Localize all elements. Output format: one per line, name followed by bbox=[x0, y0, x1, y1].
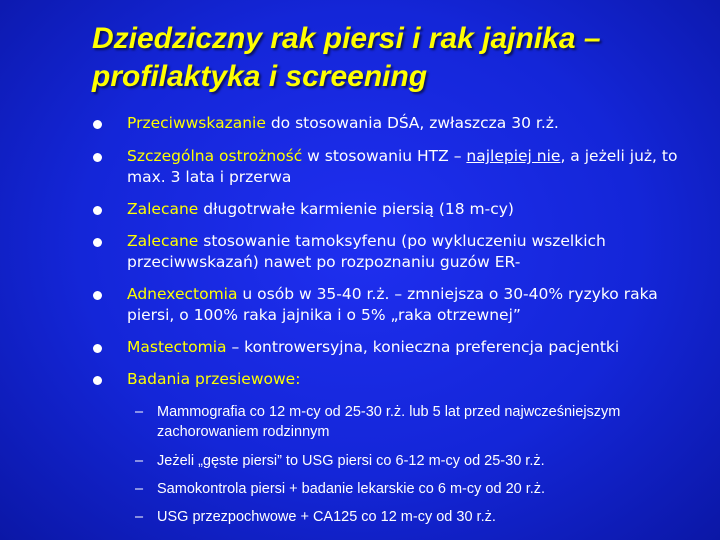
bullet-dot-icon bbox=[93, 238, 102, 247]
bullet-dot-icon bbox=[93, 376, 102, 385]
bullet-text: długotrwałe karmienie piersią (18 m-cy) bbox=[198, 200, 514, 218]
sub-item bbox=[135, 451, 677, 471]
bullet-highlight: Zalecane bbox=[127, 200, 199, 218]
bullet-dot-icon bbox=[93, 206, 102, 215]
bullet-dot-icon bbox=[93, 344, 102, 353]
sub-item-text: USG przezpochwowe + CA125 co 12 m-cy od 30 r.ż. bbox=[157, 509, 496, 525]
bullet-text: stosowanie tamoksyfenu (po wykluczeniu wszelkich przeciwwskazań) nawet po rozpoznaniu guzów ER- bbox=[127, 232, 606, 271]
bullet-text: – kontrowersyjna, konieczna preferencja pacjentki bbox=[226, 338, 620, 356]
bullet-underlined-text: najlepiej nie bbox=[466, 147, 561, 165]
bullet-highlight: Badania przesiewowe: bbox=[127, 370, 301, 388]
sub-item bbox=[135, 479, 677, 499]
bullet-highlight: Szczególna ostrożność bbox=[127, 147, 303, 165]
bullet-highlight: Przeciwwskazanie bbox=[127, 114, 266, 132]
sub-item-dash: – bbox=[135, 509, 144, 525]
bullet-item bbox=[127, 113, 707, 134]
bullet-item bbox=[127, 199, 707, 220]
bullet-item bbox=[127, 337, 707, 358]
slide-title bbox=[92, 20, 712, 96]
title-line-1: Dziedziczny rak piersi i rak jajnika – bbox=[92, 22, 601, 55]
sub-item bbox=[135, 507, 677, 527]
bullet-dot-icon bbox=[93, 120, 102, 129]
sub-item-dash: – bbox=[135, 453, 144, 469]
bullet-highlight: Mastectomia bbox=[127, 338, 227, 356]
bullet-item bbox=[127, 369, 707, 390]
sub-item bbox=[135, 402, 677, 442]
bullet-text: w stosowaniu HTZ – bbox=[302, 147, 467, 165]
sub-item-dash: – bbox=[135, 481, 144, 497]
bullet-text: do stosowania DŚA, zwłaszcza 30 r.ż. bbox=[265, 114, 559, 132]
bullet-item bbox=[127, 284, 707, 326]
sub-item-text: Jeżeli „gęste piersi” to USG piersi co 6-12 m-cy od 25-30 r.ż. bbox=[157, 453, 545, 469]
bullet-dot-icon bbox=[93, 153, 102, 162]
sub-item-text: Mammografia co 12 m-cy od 25-30 r.ż. lub 5 lat przed najwcześniejszym zachorowaniem rodzinnym bbox=[157, 404, 621, 440]
bullet-highlight: Adnexectomia bbox=[127, 285, 238, 303]
bullet-dot-icon bbox=[93, 291, 102, 300]
sub-item-text: Samokontrola piersi + badanie lekarskie co 6 m-cy od 20 r.ż. bbox=[157, 481, 546, 497]
bullet-text: , a jeżeli już, to max. 3 lata i przerwa bbox=[127, 147, 678, 186]
sub-item-dash: – bbox=[135, 404, 144, 420]
bullet-item bbox=[127, 231, 707, 273]
bullet-text: u osób w 35-40 r.ż. – zmniejsza o 30-40% ryzyko raka piersi, o 100% raka jajnika i o 5% „raka otrzewnej” bbox=[127, 285, 658, 324]
title-line-2: profilaktyka i screening bbox=[92, 60, 428, 93]
bullet-highlight: Zalecane bbox=[127, 232, 199, 250]
bullet-item bbox=[127, 146, 707, 188]
